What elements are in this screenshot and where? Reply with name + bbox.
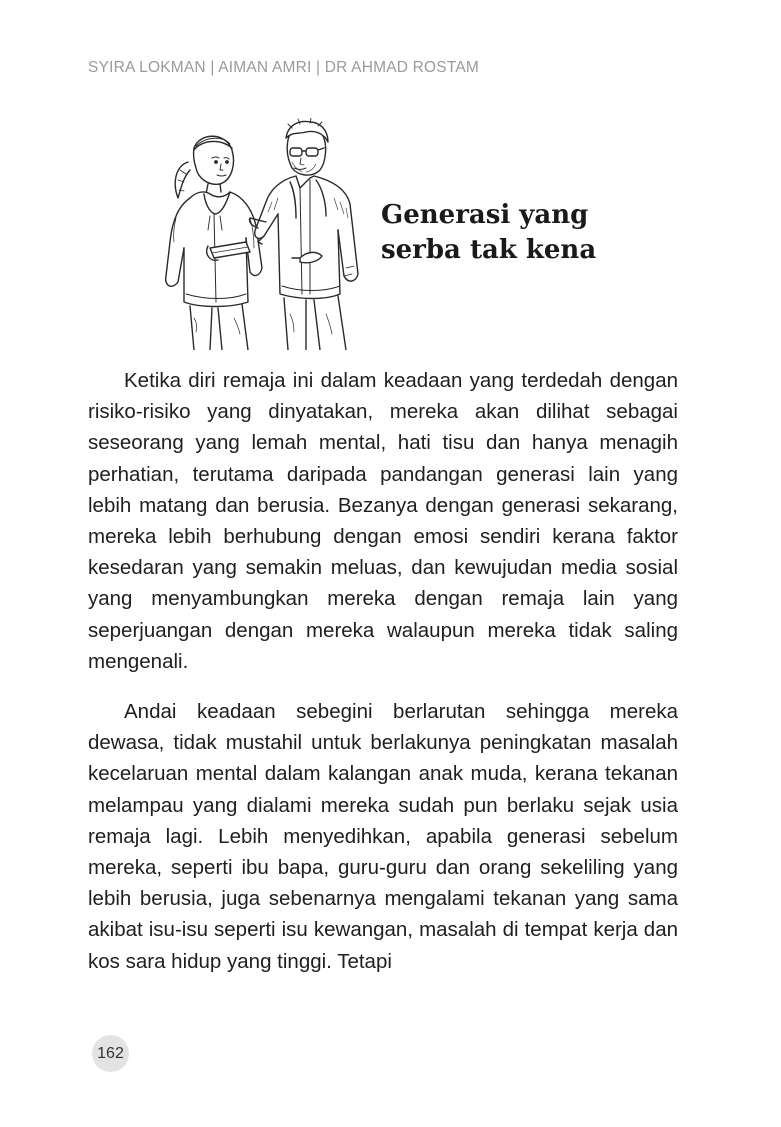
section-title-line-1: Generasi yang <box>381 200 589 230</box>
section-title <box>381 198 611 268</box>
section-title-line-2: serba tak kena <box>381 235 597 265</box>
paragraph: Ketika diri remaja ini dalam keadaan yang terdedah dengan risiko-risiko yang dinyatakan, mereka akan dilihat sebagai seseorang yang lemah mental, hati tisu dan hanya menagih perhatian, terutama daripada pandangan generasi lain yang lebih matang dan berusia. Bezanya dengan generasi sekarang, mereka lebih berhubung dengan emosi sendiri kerana faktor kesedaran yang semakin meluas, dan kewujudan media sosial yang menyambungkan mereka dengan remaja lain yang seperjuangan dengan mereka walaupun mereka tidak saling mengenali. <box>88 369 678 673</box>
page-number: 162 <box>92 1035 129 1072</box>
running-header: SYIRA LOKMAN | AIMAN AMRI | DR AHMAD ROSTAM <box>88 59 480 76</box>
body-text <box>88 365 678 996</box>
paragraph: Andai keadaan sebegini berlarutan sehingga mereka dewasa, tidak mustahil untuk berlakunya peningkatan masalah kecelaruan mental dalam kalangan anak muda, kerana tekanan melampau yang dialami mereka sudah pun berlaku sejak usia remaja lagi. Lebih menyedihkan, apabila generasi sebelum mereka, seperti ibu bapa, guru-guru dan orang sekeliling yang lebih berusia, juga sebenarnya mengalami tekanan yang sama akibat isu-isu seperti isu kewangan, masalah di tempat kerja dan kos sara hidup yang tinggi. Tetapi <box>88 700 678 973</box>
illustration-teen-and-elder <box>150 118 370 350</box>
